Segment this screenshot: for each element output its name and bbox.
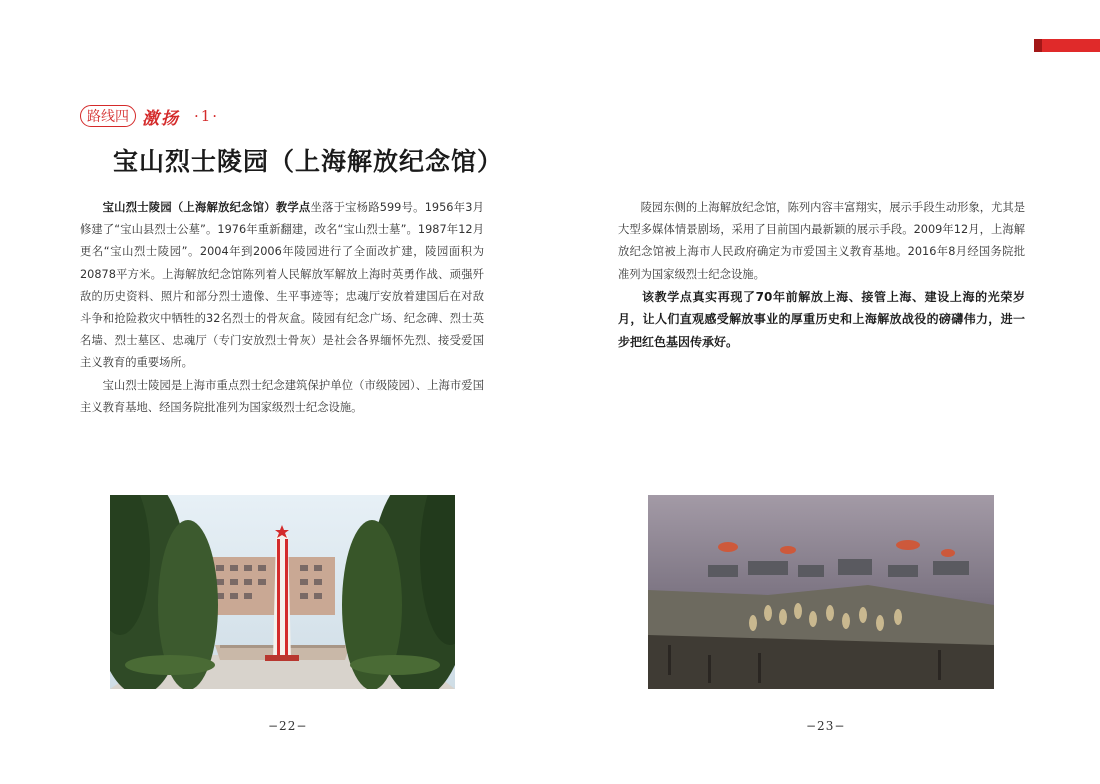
left-paragraph-1 [80, 197, 484, 375]
route-header [80, 102, 219, 130]
battle-diorama-photo [648, 495, 994, 689]
route-name: 激扬 [142, 108, 180, 129]
left-paragraph-1-body: 坐落于宝杨路599号。1956年3月修建了“宝山县烈士公墓”。1976年重新翻建，改名“宝山烈士墓”。1987年12月更名“宝山烈士陵园”。2004年到2006年陵园进行了全面改扩建，陵园面积为20878平方米。上海解放纪念馆陈列着人民解放军解放上海时英勇作战、顽强歼敌的历史资料、照片和部分烈士遗像、生平事迹等；忠魂厅安放着建国后在对敌斗争和抢险救灾中牺牲的32名烈士的骨灰盒。陵园有纪念广场、纪念碑、烈士英名墙、烈士墓区、忠魂厅（专门安放烈士骨灰）是社会各界缅怀先烈、接受爱国主义教育的重要场所。 [80, 201, 484, 370]
route-badge: 路线四 [80, 105, 136, 127]
page-title: 宝山烈士陵园（上海解放纪念馆） [113, 147, 504, 176]
right-paragraph-1: 陵园东侧的上海解放纪念馆，陈列内容丰富翔实，展示手段生动形象，尤其是大型多媒体情景剧场，采用了目前国内最新颖的展示手段。2009年12月，上海解放纪念馆被上海市人民政府确定为市爱国主义教育基地。2016年8月经国务院批准列为国家级烈士纪念设施。 [618, 201, 1025, 281]
left-text-column [80, 197, 484, 419]
route-number: ·1· [194, 107, 220, 125]
right-text-column [618, 197, 1025, 353]
page-number-right: −23− [806, 719, 846, 733]
corner-accent-bar [1034, 39, 1100, 52]
memorial-photo [110, 495, 455, 689]
page-number-left: −22− [268, 719, 308, 733]
left-paragraph-1-lead: 宝山烈士陵园（上海解放纪念馆）教学点 [102, 201, 311, 214]
left-paragraph-2: 宝山烈士陵园是上海市重点烈士纪念建筑保护单位（市级陵园）、上海市爱国主义教育基地、经国务院批准列为国家级烈士纪念设施。 [80, 378, 484, 414]
right-paragraph-2: 该教学点真实再现了70年前解放上海、接管上海、建设上海的光荣岁月，让人们直观感受解放事业的厚重历史和上海解放战役的磅礴伟力，进一步把红色基因传承好。 [618, 289, 1025, 349]
corner-accent-dark [1034, 39, 1042, 52]
